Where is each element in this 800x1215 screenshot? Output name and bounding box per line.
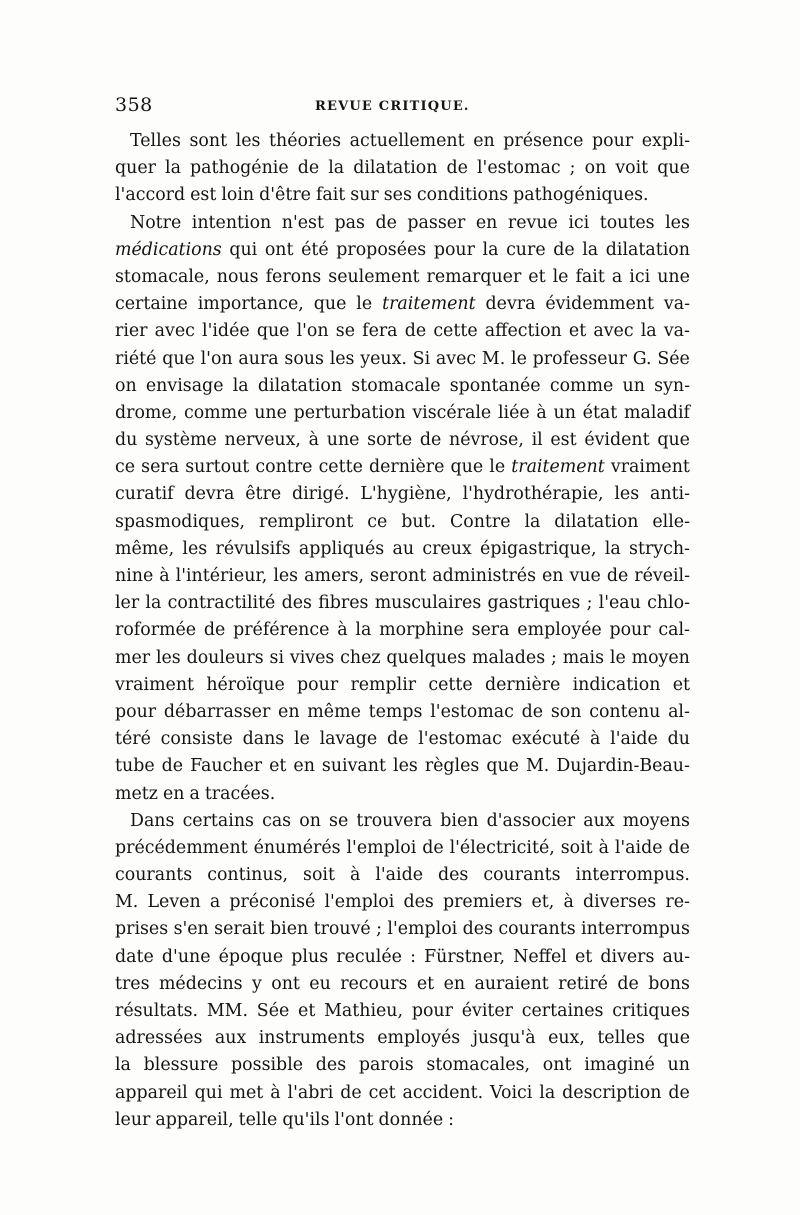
text-line: ler la contractilité des fibres musculaires gastriques ; l'eau chlo- [115, 593, 690, 614]
text-line: prises s'en serait bien trouvé ; l'emploi des courants interrompus [115, 919, 690, 940]
text-line: rier avec l'idée que l'on se fera de cette affection et avec la va- [115, 321, 690, 342]
text-line: téré consiste dans le lavage de l'estomac exécuté à l'aide du [115, 729, 690, 750]
text-line: curatif devra être dirigé. L'hygiène, l'hydrothérapie, les anti- [115, 484, 690, 505]
text-line: spasmodiques, rempliront ce but. Contre la dilatation elle- [115, 511, 690, 532]
text-line: résultats. MM. Sée et Mathieu, pour éviter certaines critiques [115, 1001, 690, 1021]
text-line: stomacale, nous ferons seulement remarquer et le fait a ici une [115, 266, 690, 287]
paragraph [115, 210, 690, 808]
text-line: courants continus, soit à l'aide des courants interrompus. [115, 865, 690, 886]
page-number: 358 [115, 94, 153, 116]
text-line: ce sera surtout contre cette dernière que le traitement vraiment [115, 457, 690, 478]
text-line: nine à l'intérieur, les amers, seront administrés en vue de réveil- [115, 566, 690, 586]
text-line: date d'une époque plus reculée : Fürstner, Neffel et divers au- [115, 946, 690, 967]
text-line: riété que l'on aura sous les yeux. Si avec M. le professeur G. Sée [115, 348, 690, 369]
body-text [115, 128, 690, 1134]
text-line: Notre intention n'est pas de passer en revue ici toutes les [130, 212, 690, 233]
paragraph [115, 808, 690, 1134]
text-line: Telles sont les théories actuellement en présence pour expli- [130, 131, 690, 151]
text-line: du système nerveux, à une sorte de névrose, il est évident que [115, 430, 690, 451]
running-title: REVUE CRITIQUE. [315, 99, 470, 114]
text-line: M. Leven a préconisé l'emploi des premiers et, à diverses re- [115, 892, 690, 913]
text-line: l'accord est loin d'être fait sur ses conditions pathogéniques. [115, 185, 649, 206]
text-line: adressées aux instruments employés jusqu'à eux, telles que [115, 1028, 690, 1049]
text-line: la blessure possible des parois stomacales, ont imaginé un [115, 1055, 690, 1076]
text-line: tres médecins y ont eu recours et en auraient retiré de bons [115, 973, 690, 994]
text-line: on envisage la dilatation stomacale spontanée comme un syn- [115, 375, 690, 396]
text-line: pour débarrasser en même temps l'estomac de son contenu al- [115, 701, 690, 722]
text-line: leur appareil, telle qu'ils l'ont donnée : [115, 1109, 454, 1130]
text-line: vraiment héroïque pour remplir cette dernière indication et [115, 674, 690, 695]
text-line: Dans certains cas on se trouvera bien d'associer aux moyens [130, 810, 690, 831]
text-line: précédemment énumérés l'emploi de l'électricité, soit à l'aide de [115, 837, 690, 858]
paragraph [115, 128, 690, 210]
text-line: drome, comme une perturbation viscérale liée à un état maladif [115, 402, 690, 423]
text-line: tube de Faucher et en suivant les règles que M. Dujardin-Beau- [115, 756, 690, 777]
text-line: certaine importance, que le traitement devra évidemment va- [115, 294, 690, 315]
text-line: mer les douleurs si vives chez quelques malades ; mais le moyen [115, 647, 690, 668]
text-line: roformée de préférence à la morphine sera employée pour cal- [115, 620, 690, 641]
text-line: médications qui ont été proposées pour la cure de la dilatation [115, 239, 690, 260]
text-line: quer la pathogénie de la dilatation de l'estomac ; on voit que [115, 158, 690, 179]
text-line: metz en a tracées. [115, 783, 276, 804]
text-line: même, les révulsifs appliqués au creux épigastrique, la strych- [115, 538, 690, 559]
text-line: appareil qui met à l'abri de cet accident. Voici la description de [115, 1082, 690, 1103]
page-header [115, 94, 695, 118]
